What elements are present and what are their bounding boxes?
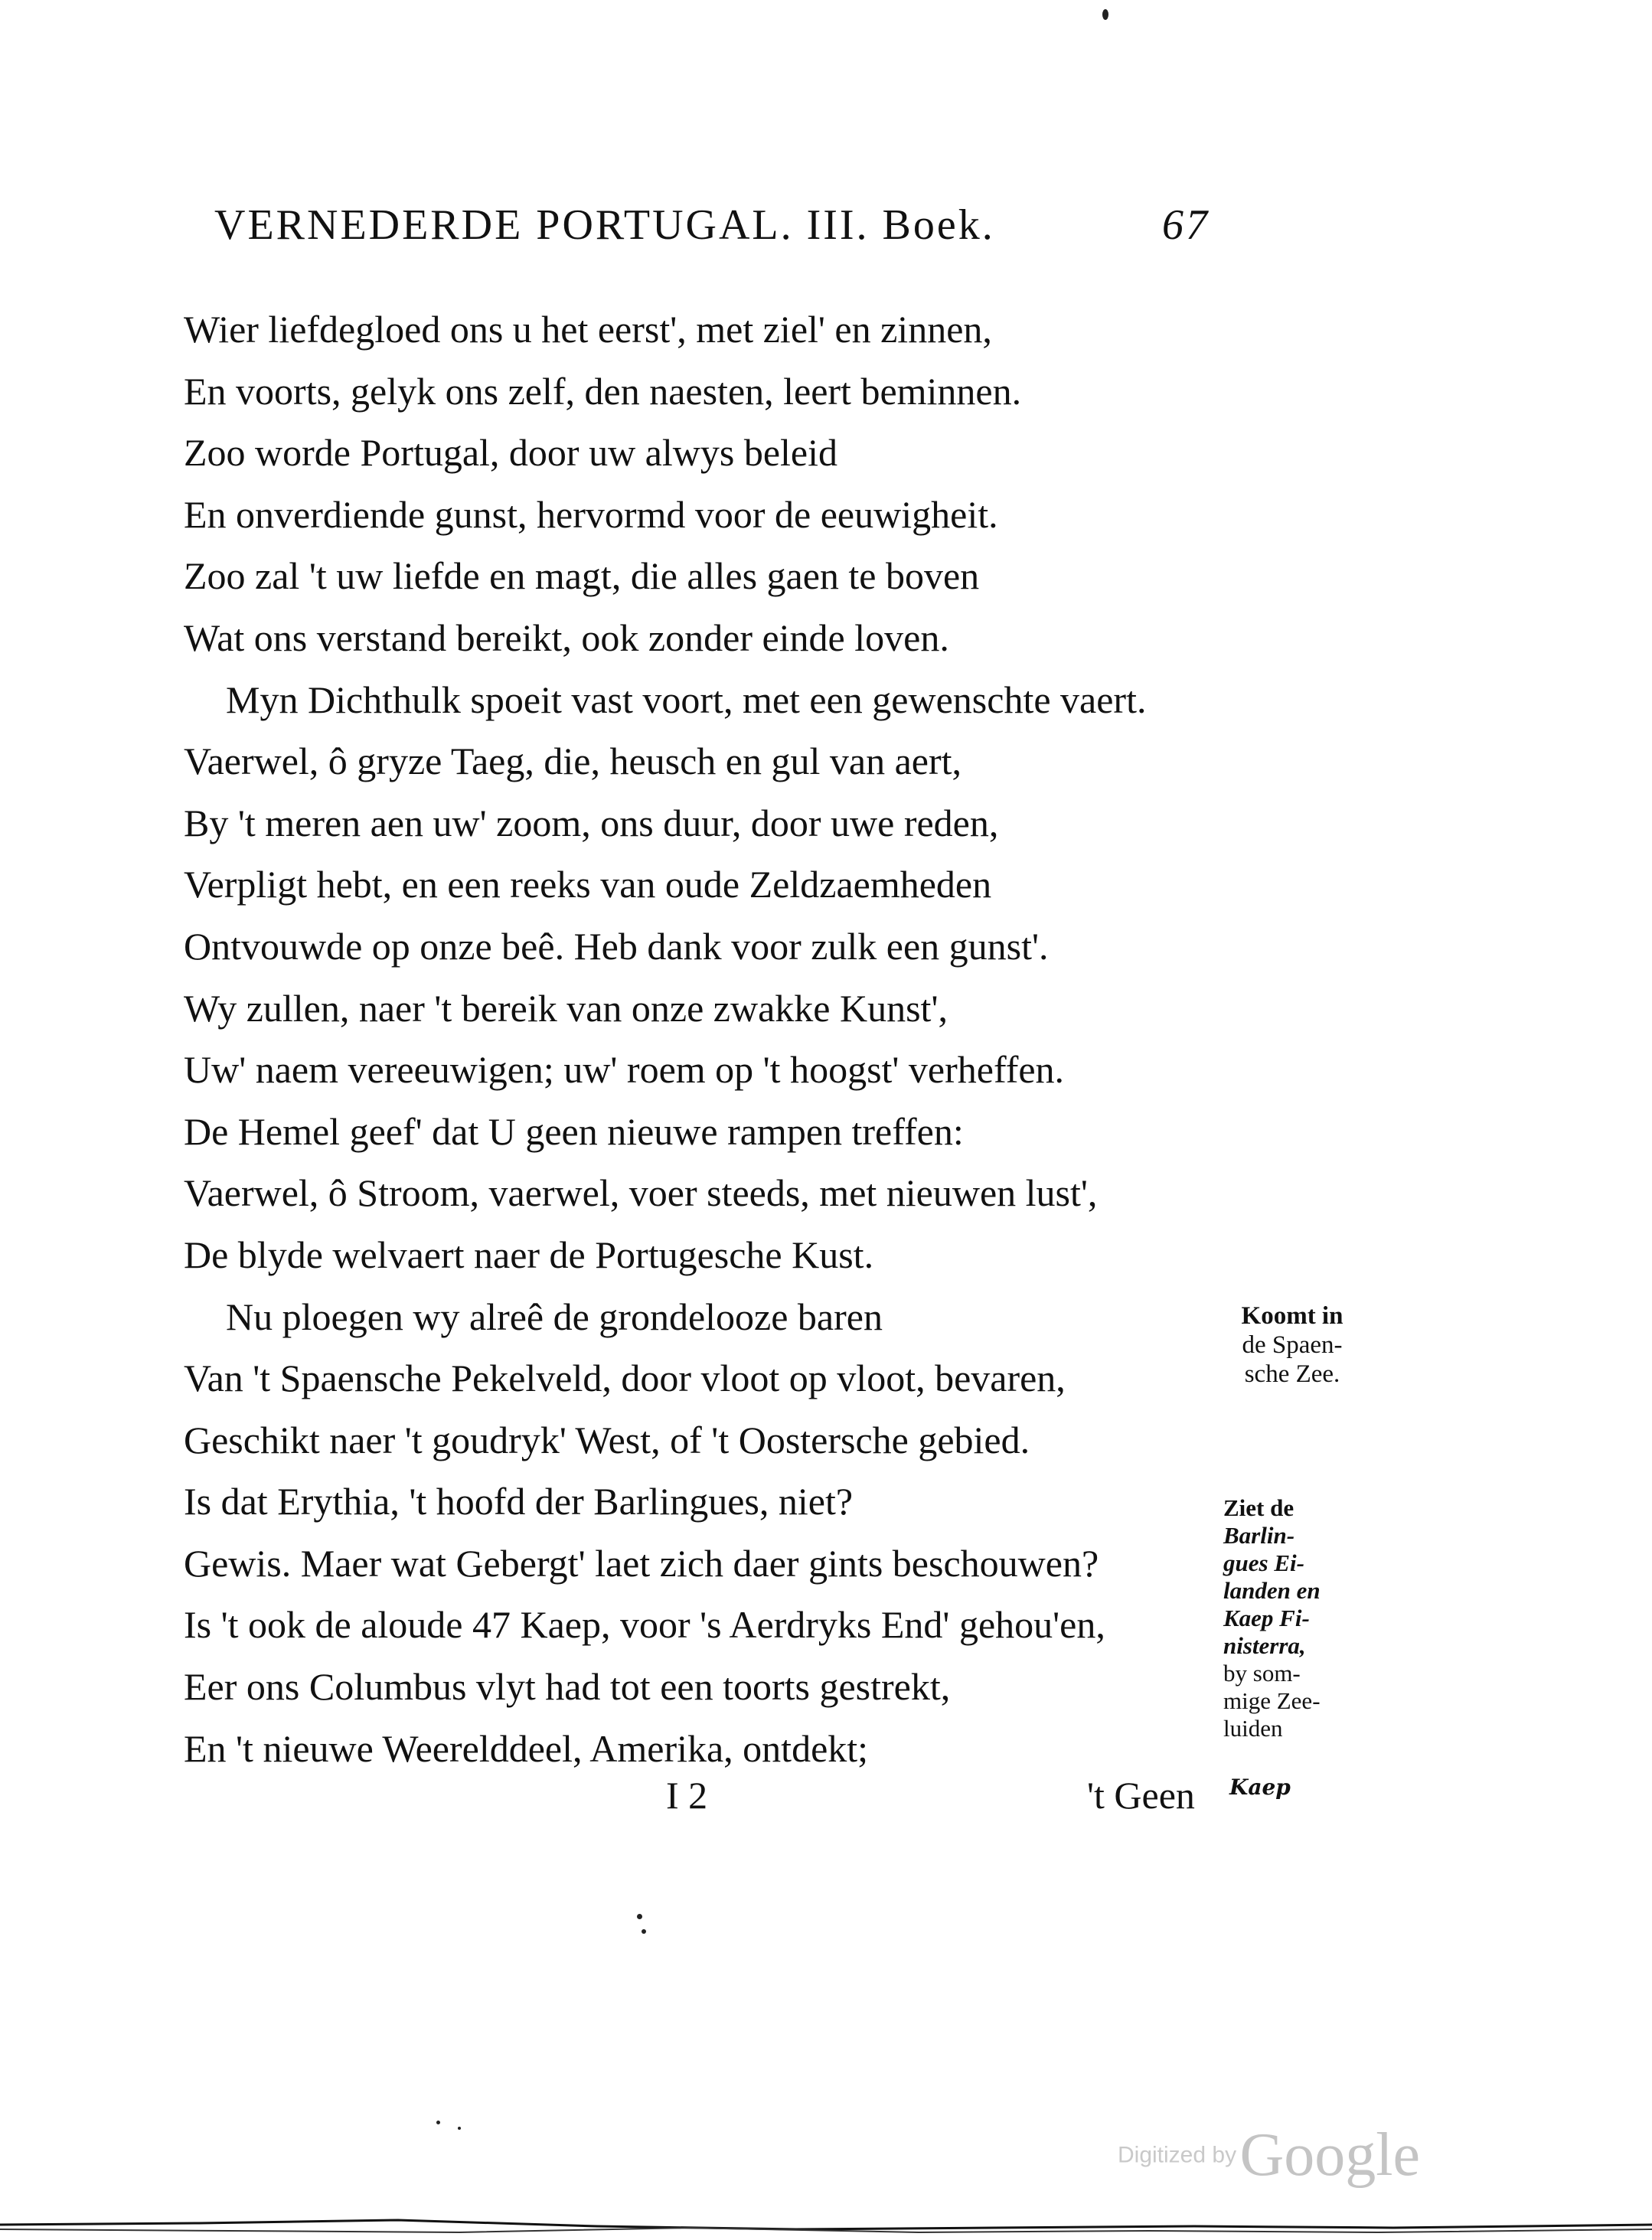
verse-line: De Hemel geef' dat U geen nieuwe rampen treffen:	[184, 1109, 964, 1153]
margin-note-line: Barlin-	[1223, 1522, 1295, 1549]
page-number: 67	[1162, 201, 1210, 249]
verse-line: Van 't Spaensche Pekelveld, door vloot op vloot, bevaren,	[184, 1357, 1066, 1400]
verse-line: Zoo worde Portugal, door uw alwys beleid	[184, 431, 838, 475]
ink-speck	[637, 1914, 642, 1919]
margin-note-barlingues	[1223, 1494, 1357, 1742]
running-title: VERNEDERDE PORTUGAL. III. Boek.	[214, 201, 995, 249]
verse-line: Is dat Erythia, 't hoofd der Barlingues, niet?	[184, 1480, 854, 1523]
ink-speck	[1102, 9, 1108, 20]
signature-mark: I 2	[666, 1774, 708, 1817]
google-logo: Google	[1239, 2121, 1421, 2189]
verse-line: En voorts, gelyk ons zelf, den naesten, leert beminnen.	[184, 369, 1022, 413]
margin-note-line: nisterra,	[1223, 1632, 1306, 1659]
verse-line: Eer ons Columbus vlyt had tot een toorts gestrekt,	[184, 1665, 951, 1709]
verse-line: Zoo zal 't uw liefde en magt, die alles gaen te boven	[184, 554, 980, 598]
verse-line: Is 't ook de aloude 47 Kaep, voor 's Aerdryks End' gehou'en,	[184, 1603, 1105, 1647]
margin-note-line: by som-	[1223, 1660, 1301, 1687]
verse-block	[184, 299, 1240, 1779]
margin-note-spanish-sea	[1223, 1301, 1361, 1389]
ink-speck	[642, 1929, 646, 1934]
verse-line: Wy zullen, naer 't bereik van onze zwakke Kunst',	[184, 986, 948, 1030]
ink-speck	[436, 2121, 440, 2124]
margin-note-line: Ziet de	[1223, 1494, 1295, 1521]
margin-note-line: mige Zee-	[1223, 1687, 1321, 1714]
verse-line: Nu ploegen wy alreê de grondelooze baren	[226, 1295, 883, 1338]
page-bottom-rule	[0, 2209, 1652, 2240]
margin-note-line: Kaep Fi-	[1223, 1605, 1310, 1631]
margin-note-line: Kaep	[1229, 1775, 1291, 1800]
verse-line: Verpligt hebt, en een reeks van oude Zeldzaemheden	[184, 863, 992, 906]
verse-line: Geschikt naer 't goudryk' West, of 't Oostersche gebied.	[184, 1418, 1030, 1461]
digitized-watermark	[1118, 2121, 1420, 2190]
ink-speck	[458, 2127, 461, 2130]
margin-note-line: landen en	[1223, 1577, 1321, 1604]
verse-line: En 't nieuwe Weerelddeel, Amerika, ontdekt;	[184, 1726, 869, 1770]
verse-line: Vaerwel, ô gryze Taeg, die, heusch en gul van aert,	[184, 740, 961, 783]
margin-note-line: gues Ei-	[1223, 1549, 1304, 1576]
running-header	[214, 201, 1210, 262]
margin-note-line: sche Zee.	[1244, 1360, 1340, 1388]
verse-line: Vaerwel, ô Stroom, vaerwel, voer steeds, met nieuwen lust',	[184, 1171, 1098, 1215]
verse-line: Wat ons verstand bereikt, ook zonder einde loven.	[184, 616, 949, 659]
watermark-text: Digitized by	[1118, 2142, 1237, 2168]
verse-line: Ontvouwde op onze beê. Heb dank voor zulk een gunst'.	[184, 924, 1049, 968]
catchword: 't Geen	[1087, 1774, 1195, 1817]
verse-line: Uw' naem vereeuwigen; uw' roem op 't hoogst' verheffen.	[184, 1048, 1065, 1092]
verse-line: Gewis. Maer wat Gebergt' laet zich daer gints beschouwen?	[184, 1541, 1099, 1585]
verse-line: En onverdiende gunst, hervormd voor de eeuwigheit.	[184, 492, 998, 536]
verse-line: Wier liefdegloed ons u het eerst', met ziel' en zinnen,	[184, 308, 992, 351]
verse-line: Myn Dichthulk spoeit vast voort, met een gewenschte vaert.	[226, 678, 1147, 721]
verse-line: By 't meren aen uw' zoom, ons duur, door uwe reden,	[184, 801, 999, 844]
margin-note-line: Koomt in	[1241, 1302, 1343, 1330]
verse-line: De blyde welvaert naer de Portugesche Kust.	[184, 1233, 874, 1276]
margin-note-line: luiden	[1223, 1715, 1283, 1742]
margin-note-line: de Spaen-	[1242, 1331, 1343, 1359]
